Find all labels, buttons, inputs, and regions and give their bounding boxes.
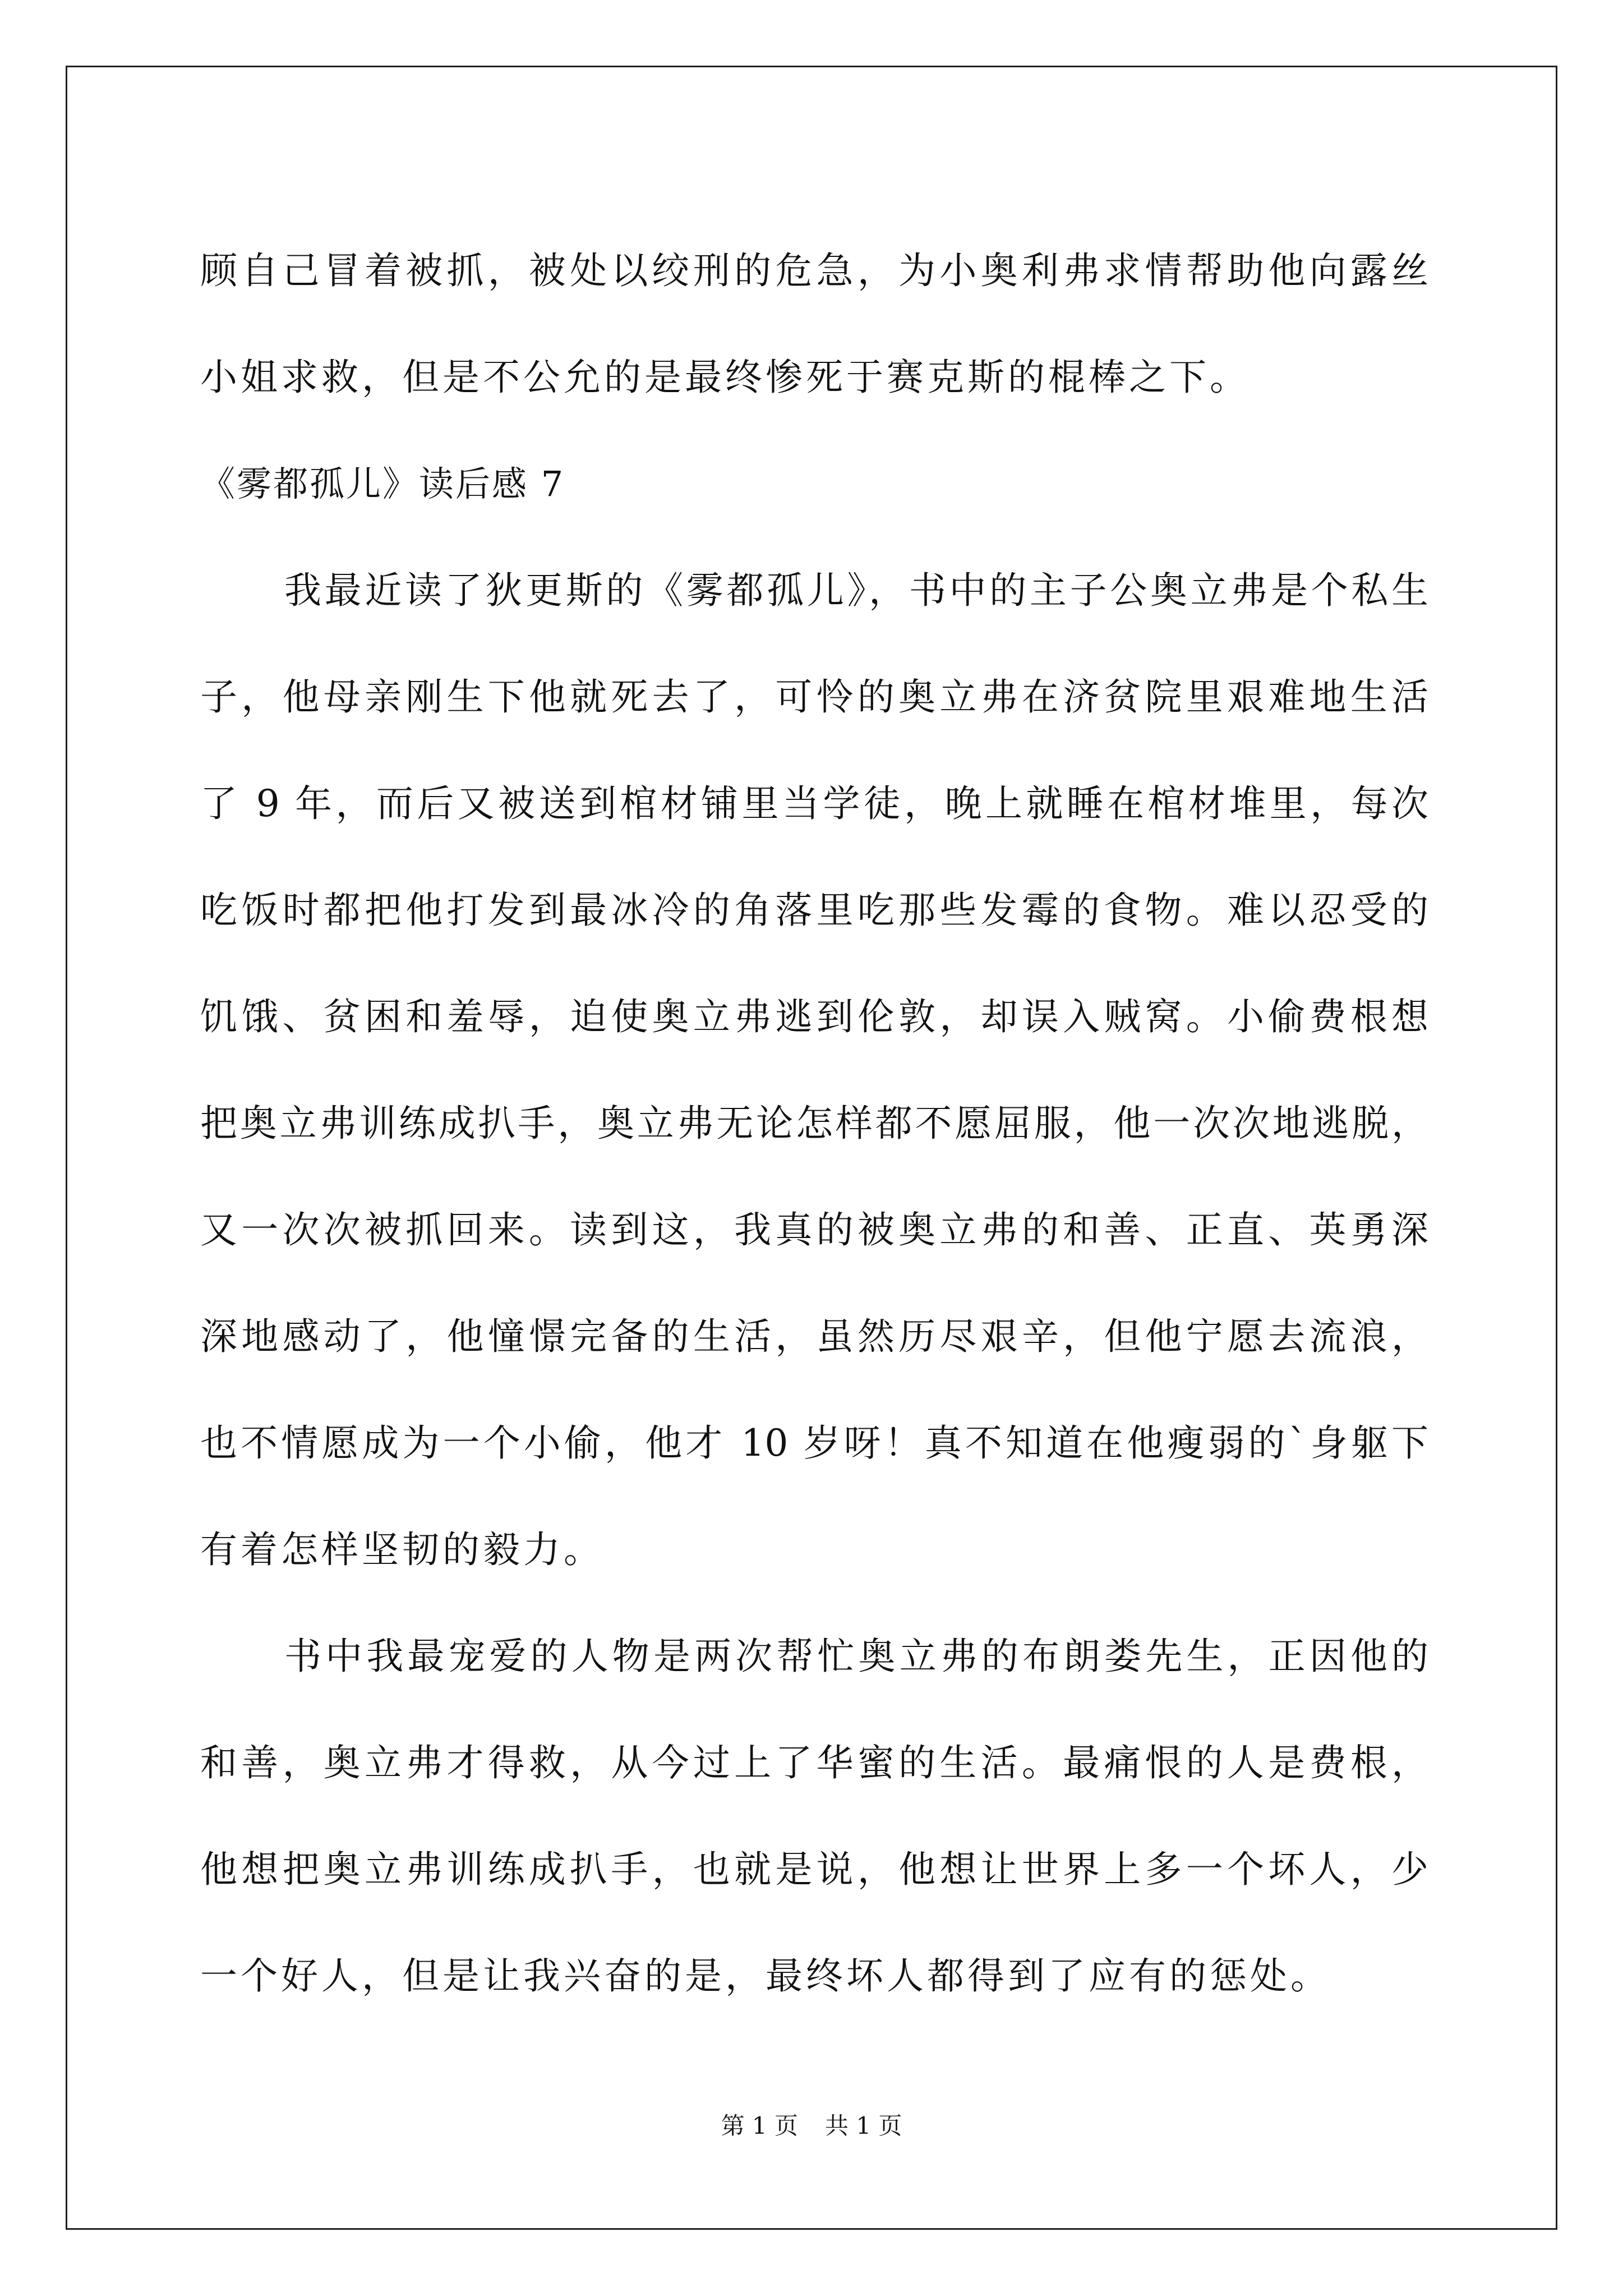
text-line: 我最近读了狄更斯的《雾都孤儿》，书中的主子公奥立弗是个私生 <box>284 569 1428 612</box>
text-line: 小姐求救，但是不公允的是最终惨死于赛克斯的棍棒之下。 <box>200 356 1250 399</box>
page-number: 第 1 页 <box>721 2112 798 2139</box>
text-line: 了 9 年，而后又被送到棺材铺里当学徒，晚上就睡在棺材堆里，每次 <box>200 782 1428 825</box>
text-line: 深地感动了，他憧憬完备的生活，虽然历尽艰辛，但他宁愿去流浪， <box>200 1315 1428 1358</box>
document-body <box>200 218 1428 2030</box>
text-line: 书中我最宠爱的人物是两次帮忙奥立弗的布朗娄先生，正因他的 <box>284 1635 1428 1678</box>
page-footer <box>0 2112 1623 2140</box>
text-line: 和善，奥立弗才得救，从今过上了华蜜的生活。最痛恨的人是费根， <box>200 1741 1428 1784</box>
text-line: 又一次次被抓回来。读到这，我真的被奥立弗的和善、正直、英勇深 <box>200 1208 1428 1251</box>
text-line: 吃饭时都把他打发到最冰冷的角落里吃那些发霉的食物。难以忍受的 <box>200 889 1428 932</box>
paragraph-1 <box>200 537 1428 1603</box>
section-heading: 《雾都孤儿》读后感 7 <box>200 463 565 504</box>
text-line: 子，他母亲刚生下他就死去了，可怜的奥立弗在济贫院里艰难地生活 <box>200 675 1428 719</box>
page-total: 共 1 页 <box>825 2112 902 2139</box>
text-line: 饥饿、贫困和羞辱，迫使奥立弗逃到伦敦，却误入贼窝。小偷费根想 <box>200 995 1428 1038</box>
paragraph-2 <box>200 1603 1428 2030</box>
text-line: 也不情愿成为一个小偷，他才 10 岁呀！真不知道在他瘦弱的`身躯下 <box>200 1421 1428 1465</box>
text-line: 他想把奥立弗训练成扒手，也就是说，他想让世界上多一个坏人，少 <box>200 1848 1428 1891</box>
text-line: 一个好人，但是让我兴奋的是，最终坏人都得到了应有的惩处。 <box>200 1954 1331 1998</box>
text-line: 顾自己冒着被抓，被处以绞刑的危急，为小奥利弗求情帮助他向露丝 <box>200 249 1428 292</box>
text-line: 有着怎样坚韧的毅力。 <box>200 1528 604 1571</box>
text-line: 把奥立弗训练成扒手，奥立弗无论怎样都不愿屈服，他一次次地逃脱， <box>200 1102 1428 1145</box>
